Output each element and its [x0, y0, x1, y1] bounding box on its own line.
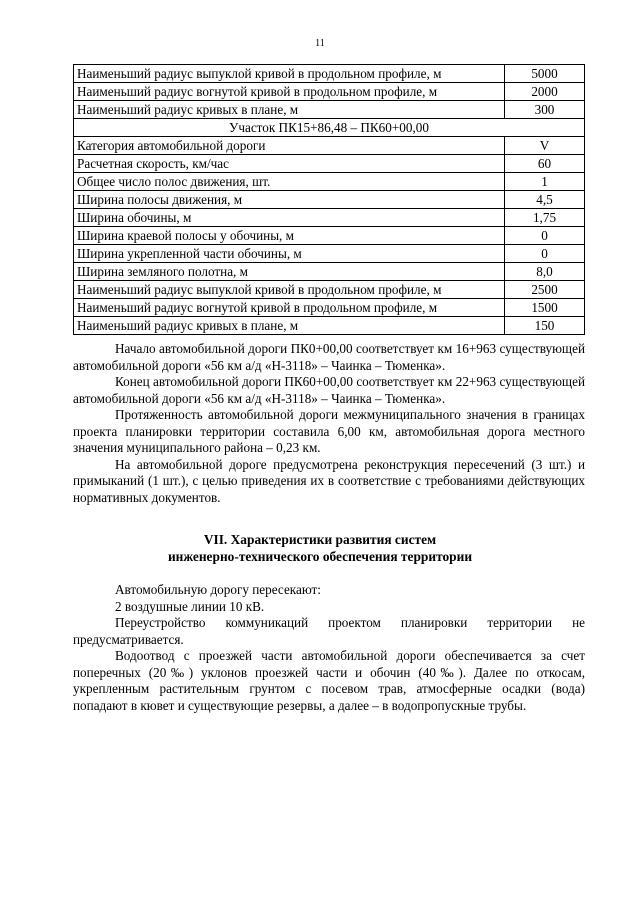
table-row [74, 263, 585, 281]
paragraph: Переустройство коммуникаций проектом планировки территории не предусматривается. [73, 615, 585, 647]
value-cell: 60 [505, 155, 585, 173]
param-cell: Общее число полос движения, шт. [74, 173, 505, 191]
table-row [74, 245, 585, 263]
value-cell: 1 [505, 173, 585, 191]
table-row [74, 173, 585, 191]
heading-line: VII. Характеристики развития систем [203, 532, 437, 547]
table-row [74, 209, 585, 227]
engineering-text [73, 582, 585, 714]
paragraph: Водоотвод с проезжей части автомобильной дороги обеспечивается за счет поперечных (20‰) уклонов проезжей части и обочин (40‰). Далее по откосам, укрепленным растительным грунтом с посевом трав, атмосферные осадки (вода) попадают в кювет и существующие резервы, а далее – в водопропускные трубы. [73, 648, 585, 713]
value-cell: 0 [505, 245, 585, 263]
value-cell: 0 [505, 227, 585, 245]
param-cell: Наименьший радиус выпуклой кривой в продольном профиле, м [74, 281, 505, 299]
param-cell: Расчетная скорость, км/час [74, 155, 505, 173]
table-row [74, 317, 585, 335]
table-row [74, 65, 585, 83]
value-cell: 1,75 [505, 209, 585, 227]
paragraph: Конец автомобильной дороги ПК60+00,00 соответствует км 22+963 существующей автомобильной дороги «56 км а/д «Н-3118» – Чаинка – Тюменка». [73, 374, 585, 406]
table-row [74, 101, 585, 119]
param-cell: Ширина краевой полосы у обочины, м [74, 227, 505, 245]
param-cell: Наименьший радиус кривых в плане, м [74, 317, 505, 335]
param-cell: Наименьший радиус вогнутой кривой в продольном профиле, м [74, 299, 505, 317]
table-row [74, 191, 585, 209]
paragraph: Автомобильную дорогу пересекают: [115, 582, 321, 597]
table-section-row [74, 119, 585, 137]
paragraph: Начало автомобильной дороги ПК0+00,00 соответствует км 16+963 существующей автомобильной дороги «56 км а/д «Н-3118» – Чаинка – Тюменка». [73, 341, 585, 373]
table-row [74, 299, 585, 317]
value-cell: 2000 [505, 83, 585, 101]
road-parameters-table [73, 64, 585, 335]
page-number: 11 [315, 38, 325, 49]
heading-line: инженерно-технического обеспечения территории [167, 549, 473, 564]
param-cell: Наименьший радиус выпуклой кривой в продольном профиле, м [74, 65, 505, 83]
table-row [74, 281, 585, 299]
section-title-cell: Участок ПК15+86,48 – ПК60+00,00 [74, 119, 585, 137]
param-cell: Ширина земляного полотна, м [74, 263, 505, 281]
table-row [74, 155, 585, 173]
value-cell: 150 [505, 317, 585, 335]
table-row [74, 137, 585, 155]
value-cell: 8,0 [505, 263, 585, 281]
paragraph: 2 воздушные линии 10 кВ. [115, 598, 265, 614]
table-row [74, 227, 585, 245]
value-cell: 4,5 [505, 191, 585, 209]
value-cell: 1500 [505, 299, 585, 317]
value-cell: 5000 [505, 65, 585, 83]
param-cell: Наименьший радиус кривых в плане, м [74, 101, 505, 119]
table-row [74, 83, 585, 101]
paragraph: Протяженность автомобильной дороги межмуниципального значения в границах проекта планировки территории составила 6,00 км, автомобильная дорога местного значения муниципального района – 0,23 км. [73, 407, 585, 455]
param-cell: Категория автомобильной дороги [74, 137, 505, 155]
param-cell: Ширина обочины, м [74, 209, 505, 227]
param-cell: Ширина полосы движения, м [74, 191, 505, 209]
value-cell: 2500 [505, 281, 585, 299]
value-cell: 300 [505, 101, 585, 119]
value-cell: V [505, 137, 585, 155]
section-heading [0, 531, 640, 565]
param-cell: Наименьший радиус вогнутой кривой в продольном профиле, м [74, 83, 505, 101]
paragraph: На автомобильной дороге предусмотрена реконструкция пересечений (3 шт.) и примыканий (1 шт.), с целью приведения их в соответствие с требованиями действующих нормативных документов. [73, 456, 585, 505]
road-description-text [73, 341, 585, 506]
param-cell: Ширина укрепленной части обочины, м [74, 245, 505, 263]
